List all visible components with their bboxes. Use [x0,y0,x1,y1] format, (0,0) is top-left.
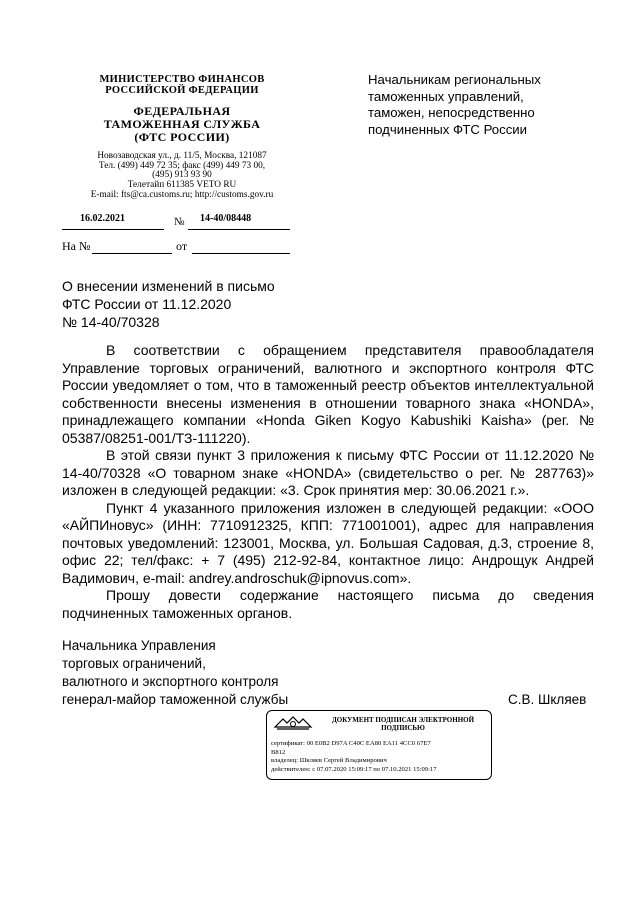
letter-subject: О внесении изменений в письмо ФТС России от 11.12.2020 № 14-40/70328 [62,278,275,330]
phone: Тел. (499) 449 72 35; факс (499) 449 73 00, [98,160,266,171]
from-label: от [176,239,188,253]
certificate-continued: B812 [271,748,286,756]
stamp-title: ДОКУМЕНТ ПОДПИСАН ЭЛЕКТРОННОЙ ПОДПИСЬЮ [331,716,475,732]
stamp-details [271,740,489,774]
number-underline [188,229,290,230]
registration-row [62,213,302,233]
contact-info [62,152,302,201]
e-signature-stamp [266,710,492,780]
letter-date: 16.02.2021 [80,213,125,224]
certificate-validity: действителен: с 07.07.2020 15:09:17 по 07.10.2021 15:09:17 [271,765,437,773]
emblem-icon [273,715,313,732]
certificate: сертификат: 00 E0B2 D97A C40C EA80 EA11 4CC0 67E7 [271,740,431,747]
ministry-name: МИНИСТЕРСТВО ФИНАНСОВ РОССИЙСКОЙ ФЕДЕРАЦИИ [99,74,265,96]
date-underline [62,229,164,230]
on-label: На № [62,239,91,253]
letter-body [62,342,594,622]
body-paragraph: В соответствии с обращением представителя правообладателя Управление торговых ограничений, валютного и экспортного контроля ФТС России уведомляет о том, что в таможенный реестр объектов интеллектуальной собственности внесены изменения в отношении товарного знака «HONDA», принадлежащего компании «Honda Giken Kogyo Kabushiki Kaisha» (рег. № 05387/08251-001/ТЗ-111220). [62,342,594,446]
teletype: Телетайп 611385 VETO RU [127,179,237,190]
email-line: E-mail: fts@ca.customs.ru; http://customs.gov.ru [90,190,274,201]
ref-date-underline [192,253,290,254]
ref-number-underline [92,253,172,254]
body-paragraph: В этой связи пункт 3 приложения к письму ФТС России от 11.12.2020 № 14-40/70328 «О товарном знаке «HONDA» (свидетельство о рег. № 287763)» изложен в следующей редакции: «3. Срок принятия мер: 30.06.2021 г.». [62,447,594,498]
certificate-owner: владелец: Шкляев Сергей Владимирович [271,757,387,764]
body-paragraph: Прошу довести содержание настоящего письма до сведения подчиненных таможенных органов. [62,587,594,621]
body-paragraph: Пункт 4 указанного приложения изложен в следующей редакции: «ООО «АЙПИновус» (ИНН: 7710912325, КПП: 771001001), адрес для направления почтовых уведомлений: 123001, Москва, ул. Большая Садовая, д.3, строение 8, офис 22; тел/факс: + 7 (495) 212-92-84, контактное лицо: Андрощук Андрей Вадимович, e-mail: andrey.androschuk@ipnovus.com». [62,499,594,586]
recipient-block: Начальникам региональных таможенных управлений, таможен, непосредственно подчиненных ФТС России [368,72,541,137]
reference-row [62,239,188,254]
letterhead [62,74,302,201]
number-sign: № [174,216,185,228]
letter-number: 14-40/08448 [200,213,252,224]
service-name: ФЕДЕРАЛЬНАЯ ТАМОЖЕННАЯ СЛУЖБА (ФТС РОССИИ) [103,104,261,144]
phone-2: (495) 913 93 90 [152,170,212,181]
signatory-position: Начальника Управления торговых ограничений, валютного и экспортного контроля генерал-майор таможенной службы [62,638,289,707]
signatory-name: С.В. Шкляев [508,692,587,707]
address: Новозаводская ул., д. 11/5, Москва, 121087 [97,151,267,161]
